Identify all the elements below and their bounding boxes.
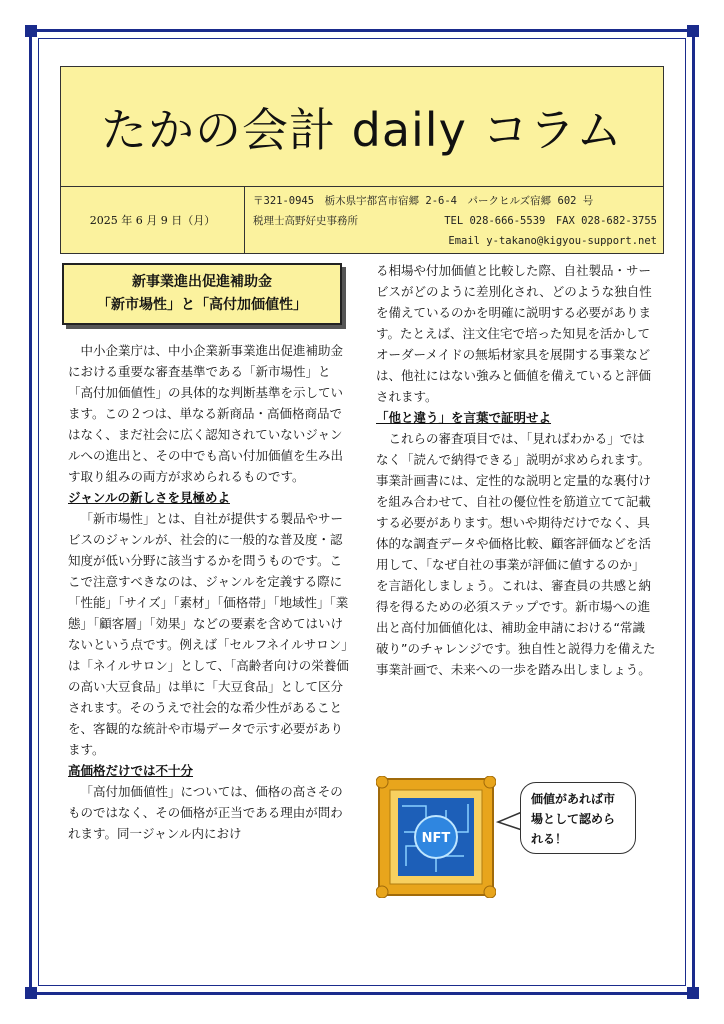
nft-frame-illustration	[376, 776, 496, 898]
speech-bubble: 価値があれば市場として認められる！	[520, 782, 636, 854]
body-paragraph: これらの審査項目では、「見ればわかる」ではなく「読んで納得できる」説明が求められます。事業計画書には、定性的な説明と定量的な裏付けを組み合わせて、自社の優位性を筋道立てて記載する必要があります。想いや期待だけでなく、具体的な調査データや価格比較、顧客評価などを活用して、「なぜ自社の事業が評価に値するのか」を言語化しましょう。これは、審査員の共感と納得を得るための必須ステップです。新市場への進出と高付加価値化は、補助金申請における“常識破り”のチャレンジです。独自性と説得力を備えた事業計画で、未来への一歩を踏み出しましょう。	[376, 431, 656, 677]
lead-headline	[62, 263, 342, 325]
body-paragraph: 「高付加価値性」については、価格の高さそのものではなく、その価格が正当である理由が問われます。同一ジャンル内におけ	[68, 784, 343, 841]
frame-corner	[687, 25, 699, 37]
frame-corner	[687, 987, 699, 999]
frame-corner	[25, 987, 37, 999]
article-column-left	[68, 340, 350, 844]
masthead-title: たかの会計 daily コラム	[61, 67, 663, 187]
body-paragraph: 「新市場性」とは、自社が提供する製品やサービスのジャンルが、社会的に一般的な普及度・認知度が低い分野に該当するかを問うものです。ここで注意すべきなのは、ジャンルを定義する際に「性能」「サイズ」「素材」「価格帯」「地域性」「業態」「顧客層」「効果」などの要素を含めてはいけないという点です。例えば「セルフネイルサロン」は「ネイルサロン」として、「高齢者向けの栄養価の高い大豆食品」は単に「大豆食品」として区分されます。そのうえで社会的な希少性があることを、客観的な統計や市場データで示す必要があります。	[68, 511, 349, 757]
intro-paragraph: 中小企業庁は、中小企業新事業進出促進補助金における重要な審査基準である「新市場性」と「高付加価値性」の具体的な判断基準を示しています。この２つは、単なる新商品・高価格商品ではなく、まだ社会に広く認知されていないジャンルへの進出と、その中でも高い付加価値を生み出す取り組みの両方が求められるものです。	[68, 343, 344, 484]
body-paragraph-continued: る相場や付加価値と比較した際、自社製品・サービスがどのように差別化され、どのような独自性を備えているのかを明確に説明する必要があります。たとえば、注文住宅で培った知見を活かしてオーダーメイドの無垢材家具を展開する事業などは、他社にはない強みと価値を備えていると評価されます。	[376, 263, 652, 404]
office-phone-fax: TEL 028-666-5539 FAX 028-682-3755	[444, 215, 657, 227]
lead-line-2: 「新市場性」と「高付加価値性」	[97, 297, 307, 313]
section-heading: 高価格だけでは不十分	[68, 763, 194, 778]
office-email: Email y-takano@kigyou-support.net	[448, 235, 657, 247]
lead-line-1: 新事業進出促進補助金	[132, 274, 272, 290]
frame-corner	[25, 25, 37, 37]
masthead	[60, 66, 664, 254]
nft-label: NFT	[421, 831, 451, 846]
article-column-right	[376, 260, 656, 680]
section-heading: ジャンルの新しさを見極めよ	[68, 490, 230, 505]
office-address: 〒321-0945 栃木県宇都宮市宿郷 2-6-4 パークヒルズ宿郷 602 号	[253, 195, 594, 207]
issue-date: 2025 年 6 月 9 日（月）	[61, 187, 245, 253]
section-heading: 「他と違う」を言葉で証明せよ	[376, 410, 552, 425]
contact-block	[253, 191, 657, 251]
office-name: 税理士高野好史事務所	[253, 215, 358, 227]
